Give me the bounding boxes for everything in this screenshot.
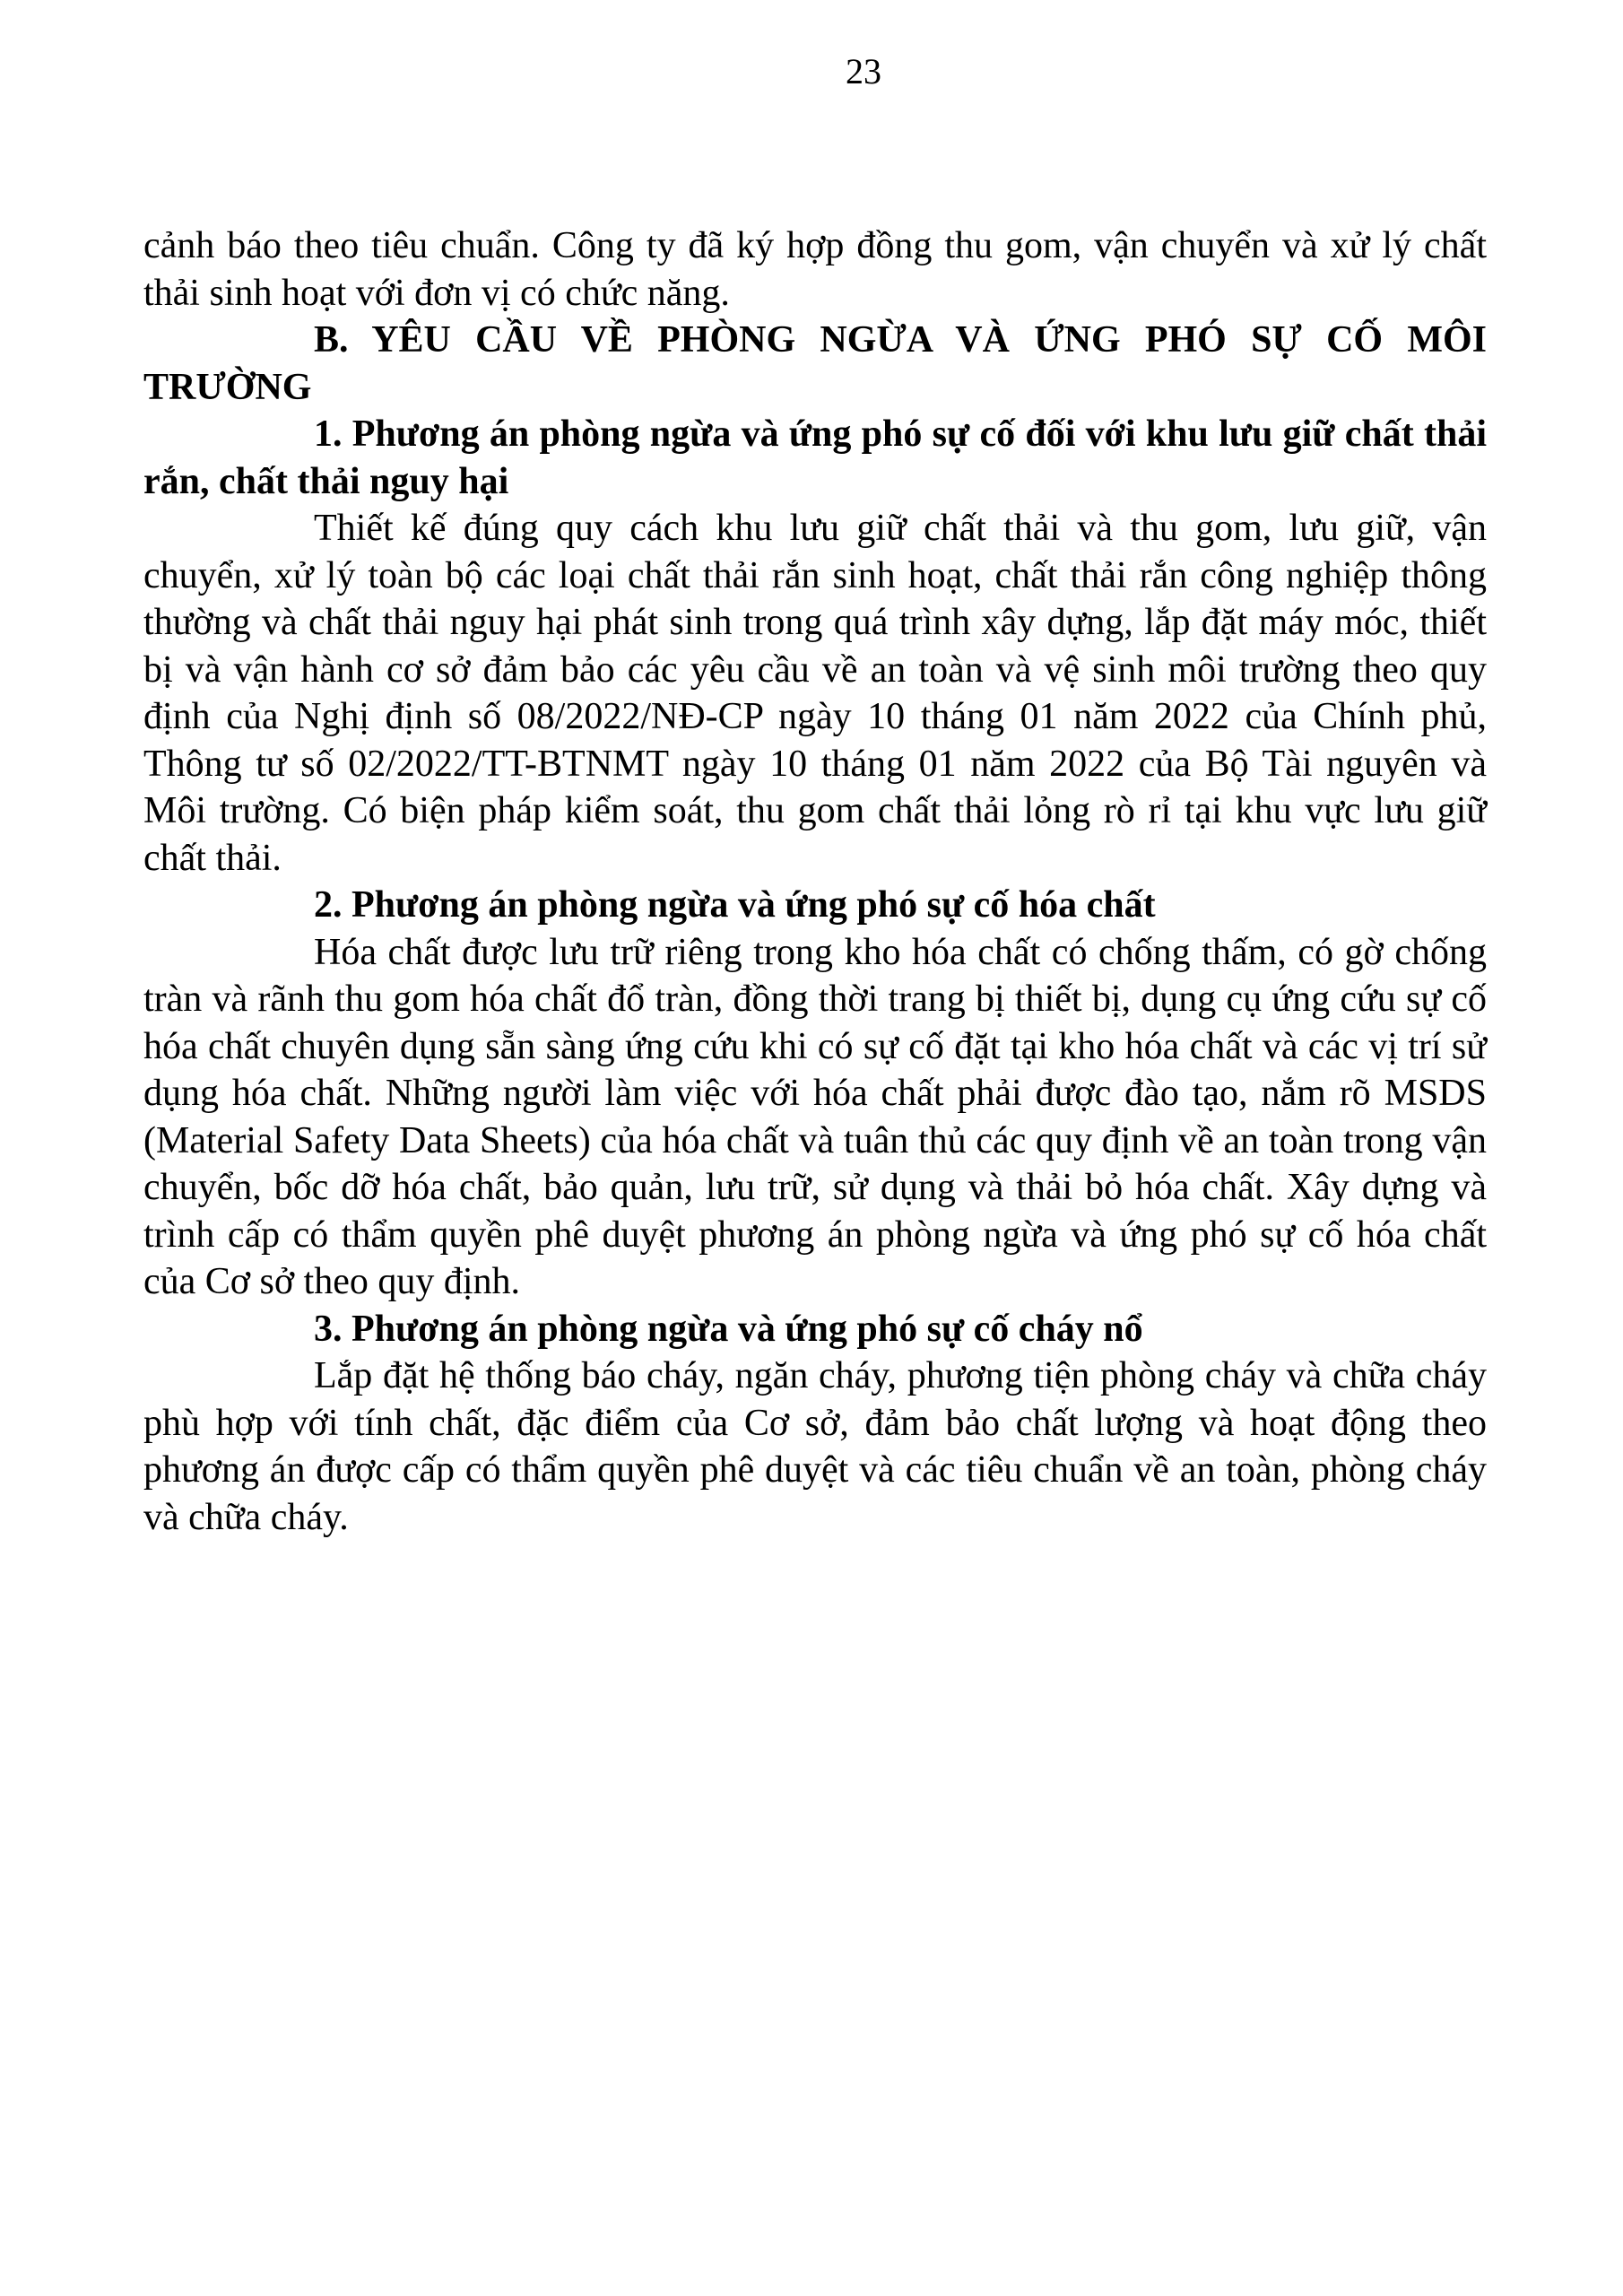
item-1-paragraph: Thiết kế đúng quy cách khu lưu giữ chất thải và thu gom, lưu giữ, vận chuyển, xử lý toàn bộ các loại chất thải rắn sinh hoạt, chất thải rắn công nghiệp thông thường và chất thải nguy hại phát sinh trong quá trình xây dựng, lắp đặt máy móc, thiết bị và vận hành cơ sở đảm bảo các yêu cầu về an toàn và vệ sinh môi trường theo quy định của Nghị định số 08/2022/NĐ-CP ngày 10 tháng 01 năm 2022 của Chính phủ, Thông tư số 02/2022/TT-BTNMT ngày 10 tháng 01 năm 2022 của Bộ Tài nguyên và Môi trường. Có biện pháp kiểm soát, thu gom chất thải lỏng rò rỉ tại khu vực lưu giữ chất thải. xyxy=(143,508,1487,879)
intro-paragraph: cảnh báo theo tiêu chuẩn. Công ty đã ký hợp đồng thu gom, vận chuyển và xử lý chất thải sinh hoạt với đơn vị có chức năng. xyxy=(143,225,1487,314)
item-2-heading: 2. Phương án phòng ngừa và ứng phó sự cố hóa chất xyxy=(314,884,1156,926)
item-2-paragraph: Hóa chất được lưu trữ riêng trong kho hóa chất có chống thấm, có gờ chống tràn và rãnh thu gom hóa chất đổ tràn, đồng thời trang bị thiết bị, dụng cụ ứng cứu sự cố hóa chất chuyên dụng sẵn sàng ứng cứu khi có sự cố đặt tại kho hóa chất và các vị trí sử dụng hóa chất. Những người làm việc với hóa chất phải được đào tạo, nắm rõ MSDS (Material Safety Data Sheets) của hóa chất và tuân thủ các quy định về an toàn trong vận chuyển, bốc dỡ hóa chất, bảo quản, lưu trữ, sử dụng và thải bỏ hóa chất. Xây dựng và trình cấp có thẩm quyền phê duyệt phương án phòng ngừa và ứng phó sự cố hóa chất của Cơ sở theo quy định. xyxy=(143,931,1487,1302)
page-content xyxy=(143,222,1487,1541)
page-number: 23 xyxy=(846,51,881,91)
section-b-heading: B. YÊU CẦU VỀ PHÒNG NGỪA VÀ ỨNG PHÓ SỰ CỐ MÔI TRƯỜNG xyxy=(143,319,1487,408)
item-1-heading: 1. Phương án phòng ngừa và ứng phó sự cố đối với khu lưu giữ chất thải rắn, chất thải nguy hại xyxy=(143,413,1487,502)
item-3-paragraph: Lắp đặt hệ thống báo cháy, ngăn cháy, phương tiện phòng cháy và chữa cháy phù hợp với tính chất, đặc điểm của Cơ sở, đảm bảo chất lượng và hoạt động theo phương án được cấp có thẩm quyền phê duyệt và các tiêu chuẩn về an toàn, phòng cháy và chữa cháy. xyxy=(143,1355,1487,1538)
item-3-heading: 3. Phương án phòng ngừa và ứng phó sự cố cháy nổ xyxy=(314,1308,1143,1350)
